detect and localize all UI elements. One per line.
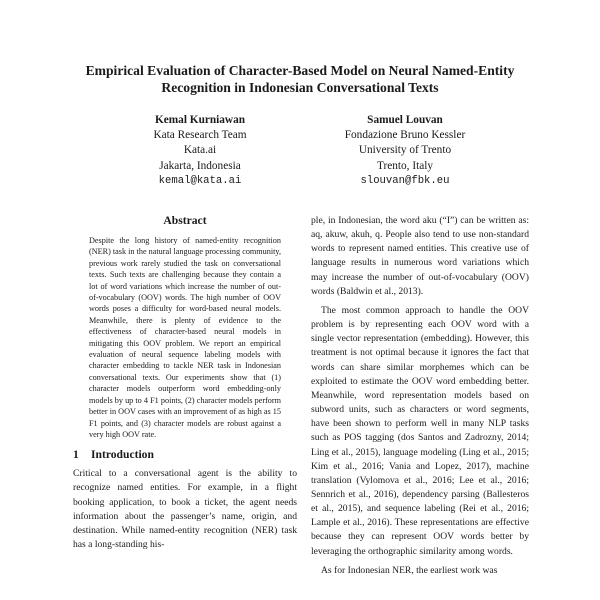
body-paragraph: As for Indonesian NER, the earliest work was — [321, 564, 498, 576]
author-email: slouvan@fbk.eu — [360, 174, 450, 187]
section-number: 1 — [73, 448, 79, 462]
author-affiliation: University of Trento — [358, 144, 452, 157]
section-title: Introduction — [91, 448, 154, 462]
paper-title — [60, 62, 540, 96]
body-paragraph: The most common approach to handle the OOV problem is by representing each OOV word with a single vector representation (embedding). However, this treatment is not optimal because it ignores the fact that words can share similar morphemes which can be exploited to estimate the OOV word embedding better. Meanwhile, word representation models based on subword units, such as characters or word segments, have been shown to perform well in many NLP tasks such as POS tagging (dos Santos and Zadrozny, 2014; Ling et al., 2015), language modeling (Ling et al., 2015; Kim et al., 2016; Vania and Lopez, 2017), machine translation (Vylomova et al., 2016; Lee et al., 2016; Sennrich et al., 2016), dependency parsing (Ballesteros et al., 2015), and sequence labeling (Rei et al., 2016; Lample et al., 2016). These representations are effective because they can represent OOV words better by leveraging the orthographic similarity among words. — [311, 304, 529, 557]
paper-title-line-2: Recognition in Indonesian Conversational Texts — [161, 80, 439, 95]
author-block-1 — [105, 113, 295, 189]
body-paragraph-continued: ple, in Indonesian, the word aku (“I”) can be written as: aq, akuw, akuh, q. People also tend to use non-standard words to represent named entities. This creative use of language results in numerous word variations which may increase the number of out-of-vocabulary (OOV) words (Baldwin et al., 2013). — [311, 215, 529, 297]
author-affiliation: Kata.ai — [183, 144, 217, 157]
author-email: kemal@kata.ai — [158, 174, 242, 187]
section-heading — [73, 448, 297, 462]
right-column — [311, 214, 529, 583]
intro-paragraph: Critical to a conversational agent is the ability to recognize named entities. For example, in a flight booking application, to book a ticket, the agent needs information about the passenger’s name, origin, and destination. While named-entity recognition (NER) task has a long-standing his- — [73, 468, 297, 551]
author-name: Kemal Kurniawan — [154, 114, 246, 126]
abstract-text: Despite the long history of named-entity recognition (NER) task in the natural language processing community, previous work rarely studied the task on conversational texts. Such texts are challenging because they contain a lot of word variations which increase the number of out-of-vocabulary (OOV) words. The high number of OOV words poses a difficulty for word-based neural models. Meanwhile, there is plenty of evidence to the effectiveness of character-based neural models in mitigating this OOV problem. We report an empirical evaluation of neural sequence labeling models with character embedding to tackle NER task in Indonesian conversational texts. Our experiments show that (1) character models outperform word embedding-only models by up to 4 F1 points, (2) character models perform better in OOV cases with an improvement of as high as 15 F1 points, and (3) character models are robust against a very high OOV rate. — [89, 236, 281, 439]
abstract-heading: Abstract — [163, 214, 207, 227]
left-column — [73, 214, 297, 552]
author-location: Trento, Italy — [376, 159, 434, 172]
author-affiliation: Kata Research Team — [153, 129, 247, 142]
author-affiliation: Fondazione Bruno Kessler — [344, 129, 466, 142]
author-name: Samuel Louvan — [367, 114, 443, 126]
author-block-2 — [310, 113, 500, 189]
author-location: Jakarta, Indonesia — [159, 159, 241, 172]
paper-title-line-1: Empirical Evaluation of Character-Based Model on Neural Named-Entity — [85, 63, 515, 78]
